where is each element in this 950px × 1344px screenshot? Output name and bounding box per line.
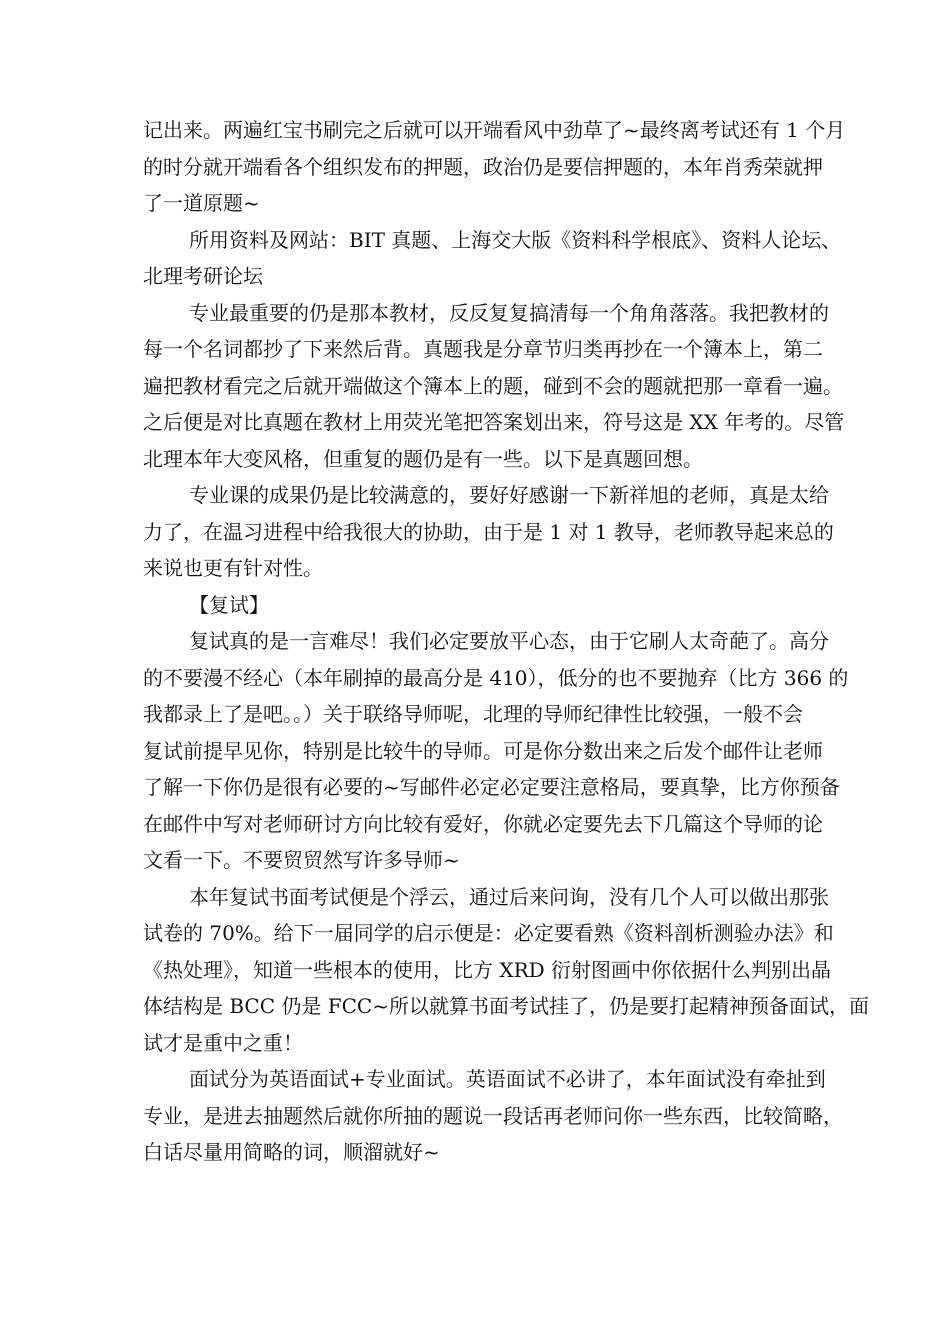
text-line: 的不要漫不经心（本年刷掉的最高分是 410），低分的也不要抛弃（比方 366 的 [143,665,849,690]
text-line: 力了，在温习进程中给我很大的协助，由于是 1 对 1 教导，老师教导起来总的 [143,519,834,544]
heading-text: 【复试】 [189,592,269,617]
text-line: 了一道原题~ [143,191,260,215]
text-line: 本年复试书面考试便是个浮云，通过后来问询，没有几个人可以做出那张 [189,884,829,909]
paragraph-retest-advice [143,623,849,879]
text-line: 《热处理》，知道一些根本的使用，比方 XRD 衍射图画中你依据什么判别出晶 [143,957,832,982]
text-line: 复试前提早见你，特别是比较牛的导师。可是你分数出来之后发个邮件让老师 [143,738,823,763]
text-line: 了解一下你仍是很有必要的~写邮件必定必定要注意格局，要真挚，比方你预备 [143,775,840,799]
text-line: 专业课的成果仍是比较满意的，要好好感谢一下新祥旭的老师，真是太给 [189,483,829,507]
text-line: 每一个名词都抄了下来然后背。真题我是分章节归类再抄在一个簿本上，第二 [143,337,823,361]
text-line: 试才是重中之重！ [143,1030,303,1055]
text-line: 复试真的是一言难尽！我们必定要放平心态，由于它刷人太奇葩了。高分 [189,629,829,653]
text-line: 白话尽量用简略的词，顺溜就好~ [143,1140,440,1164]
text-line: 遍把教材看完之后就开端做这个簿本上的题，碰到不会的题就把那一章看一遍。 [143,373,843,398]
paragraph-textbook-method [143,295,845,478]
text-line: 来说也更有针对性。 [143,556,323,580]
text-line: 专业，是进去抽题然后就你所抽的题说一段话再老师问你一些东西，比较简略， [143,1103,843,1128]
text-line: 在邮件中写对老师研讨方向比较有爱好，你就必定要先去下几篇这个导师的论 [143,811,823,836]
paragraph-interview [143,1061,843,1171]
paragraph-results [143,477,834,587]
paragraph-written-exam [143,879,869,1062]
text-line: 体结构是 BCC 仍是 FCC~所以就算书面考试挂了，仍是要打起精神预备面试，面 [143,994,869,1018]
text-line: 我都录上了是吧。。）关于联络导师呢，北理的导师纪律性比较强，一般不会 [143,702,803,726]
text-line: 记出来。两遍红宝书刷完之后就可以开端看风中劲草了~最终离考试还有 1 个月 [143,118,846,142]
text-line: 文看一下。不要贸贸然写许多导师~ [143,848,460,872]
text-line: 之后便是对比真题在教材上用荧光笔把答案划出来，符号这是 XX 年考的。尽管 [143,410,845,434]
section-heading-retest [143,587,808,624]
text-line: 专业最重要的仍是那本教材，反反复复搞清每一个角角落落。我把教材的 [189,300,829,325]
document-body [143,112,869,1171]
paragraph-resources [143,222,842,295]
text-line: 所用资料及网站：BIT 真题、上海交大版《资料科学根底》、资料人论坛、 [189,227,842,252]
text-line: 试卷的 70%。给下一届同学的启示便是：必定要看熟《资料剖析测验办法》和 [143,921,834,945]
text-line: 北理考研论坛 [143,264,263,288]
text-line: 面试分为英语面试+专业面试。英语面试不必讲了，本年面试没有牵扯到 [189,1067,826,1091]
text-line: 的时分就开端看各个组织发布的押题，政治仍是要信押题的，本年肖秀荣就押 [143,154,823,179]
paragraph-prep-politics [143,112,846,222]
text-line: 北理本年大变风格，但重复的题仍是有一些。以下是真题回想。 [143,446,703,471]
